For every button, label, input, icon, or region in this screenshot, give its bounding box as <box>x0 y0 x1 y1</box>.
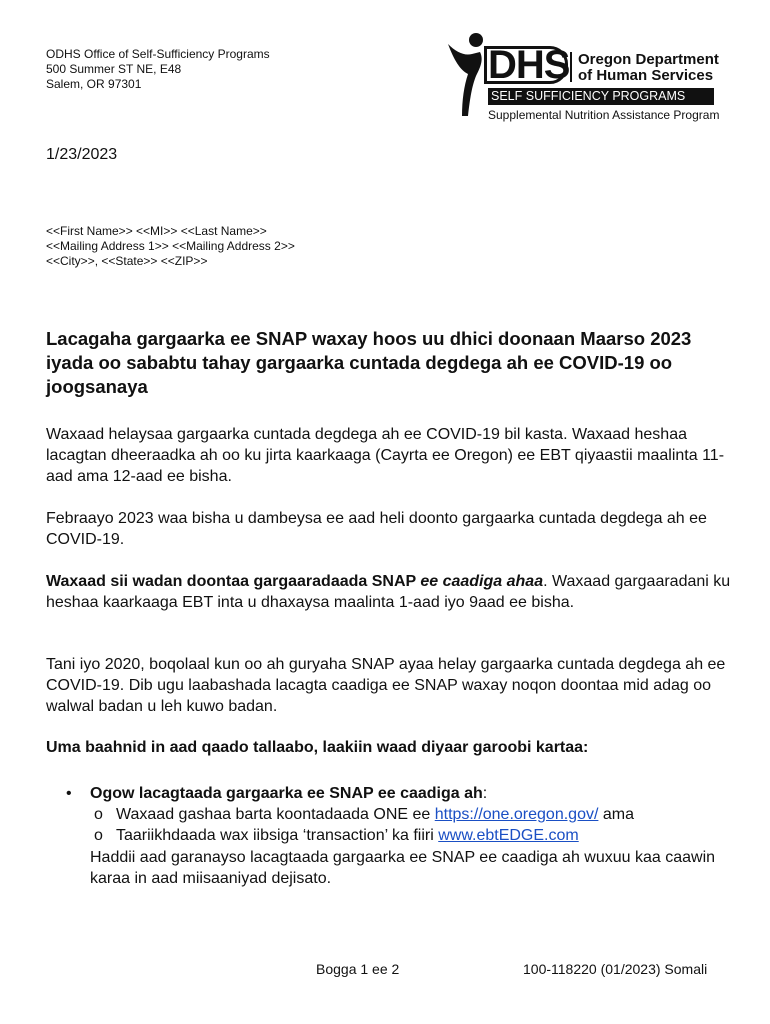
recipient-line-2: <<Mailing Address 1>> <<Mailing Address 2>> <box>46 239 295 253</box>
sender-line-2: 500 Summer ST NE, E48 <box>46 62 182 76</box>
agency-line-1: Oregon Department <box>578 51 719 68</box>
paragraph-3-bold-italic: ee caadiga ahaa <box>420 573 544 590</box>
letter-date: 1/23/2023 <box>46 146 118 163</box>
sub-bullet-1-after: ama <box>598 806 634 823</box>
sub-bullet-1 <box>94 804 634 825</box>
paragraph-3-rest: . Waxaad gargaaradani ku heshaa kaarkaaga EBT inta u dhaxaysa maalinta 1-aad iyo 9aad ee bisha. <box>46 573 731 611</box>
sender-line-1: ODHS Office of Self-Sufficiency Programs <box>46 47 270 61</box>
bullet-main-colon: : <box>482 785 488 802</box>
paragraph-3-bold: Waxaad sii wadan doontaa gargaaradaada SNAP <box>46 573 421 590</box>
bullet-followup-text: Haddii aad garanayso lacagtaada gargaarka ee SNAP ee caadiga ah wuxuu kaa caawin karaa in aad miisaaniyad dejisato. <box>90 849 716 887</box>
sender-line-3: Salem, OR 97301 <box>46 77 142 91</box>
sub-bullet-2 <box>94 825 579 846</box>
ebtedge-link[interactable]: www.ebtEDGE.com <box>438 827 579 844</box>
logo-divider <box>570 52 572 82</box>
program-bar: SELF SUFFICIENCY PROGRAMS <box>488 88 714 105</box>
sender-address <box>46 47 270 92</box>
agency-line-2: of Human Services <box>578 67 714 84</box>
recipient-address <box>46 224 295 269</box>
program-subtitle: Supplemental Nutrition Assistance Program <box>488 108 720 122</box>
form-number: 100-118220 (01/2023) Somali <box>523 961 708 977</box>
bullet-main <box>90 783 487 804</box>
sub-bullet-1-text: Waxaad gashaa barta koontadaada ONE ee <box>116 806 435 823</box>
one-oregon-link[interactable]: https://one.oregon.gov/ <box>434 806 599 823</box>
bullet-icon: • <box>66 785 72 802</box>
recipient-line-3: <<City>>, <<State>> <<ZIP>> <box>46 254 208 268</box>
paragraph-1: Waxaad helaysaa gargaarka cuntada degdega ah ee COVID-19 bil kasta. Waxaad heshaa lacagtan dheeraadka ah oo ku jirta kaarkaaga (Cayrta ee Oregon) ee EBT qiyaastii maalinta 11-aad ama 12-aad ee bisha. <box>46 426 725 485</box>
paragraph-4: Tani iyo 2020, boqolaal kun oo ah guryaha SNAP ayaa helay gargaarka cuntada degdega ah ee COVID-19. Dib ugu laabashada lacagta caadiga ee SNAP waxay noqon doontaa mid adag oo walwal badan u leh kuwo badan. <box>46 656 726 715</box>
sub-bullet-icon: o <box>94 827 103 844</box>
paragraph-3 <box>46 571 736 613</box>
dhs-wordmark: DHS <box>488 43 570 87</box>
bullet-main-bold: Ogow lacagtaada gargaarka ee SNAP ee caadiga ah <box>90 785 483 802</box>
odhs-logo <box>446 30 741 130</box>
agency-name <box>578 52 719 84</box>
page-number: Bogga 1 ee 2 <box>316 961 400 977</box>
sub-bullet-icon: o <box>94 806 103 823</box>
recipient-line-1: <<First Name>> <<MI>> <<Last Name>> <box>46 224 267 238</box>
sub-bullet-2-text: Taariikhdaada wax iibsiga ‘transaction’ ka fiiri <box>116 827 439 844</box>
letter-heading: Lacagaha gargaarka ee SNAP waxay hoos uu dhici doonaan Maarso 2023 iyada oo sababtu tahay gargaarka cuntada degdega ah ee COVID-19 oo joogsanaya <box>46 328 692 397</box>
paragraph-5: Uma baahnid in aad qaado tallaabo, laakiin waad diyaar garoobi kartaa: <box>46 739 589 756</box>
paragraph-2: Febraayo 2023 waa bisha u dambeysa ee aad heli doonto gargaarka cuntada degdega ah ee COVID-19. <box>46 510 707 548</box>
